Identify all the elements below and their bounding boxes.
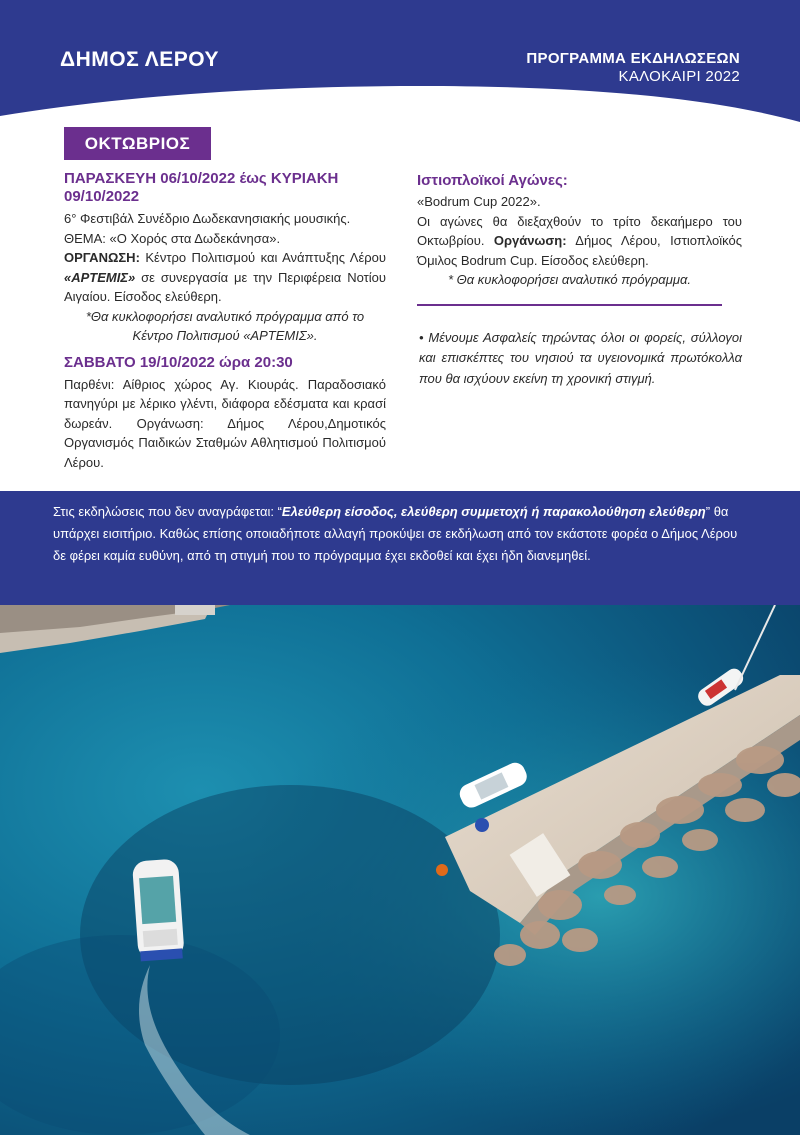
event-description [417, 212, 742, 271]
harbour-aerial-photo [0, 605, 800, 1135]
organizer-text: Κέντρο Πολιτισμού και Ανάπτυξης Λέρου [139, 250, 386, 265]
left-column [64, 170, 386, 472]
organizer-label: ΟΡΓΑΝΩΣΗ: [64, 250, 140, 265]
organizer-text-continued: σε συνεργασία με την Περιφέρεια Νοτίου Αιγαίου. Είσοδος ελεύθερη. [64, 269, 386, 304]
event-text-continued: Δήμος Λέρου, Ιστιοπλοϊκός Όμιλος Bodrum Cup. Είσοδος ελεύθερη. [417, 233, 742, 268]
event-program-note: * Θα κυκλοφορήσει αναλυτικό πρόγραμμα. [448, 272, 691, 287]
page-header [0, 0, 800, 125]
harbour-illustration [0, 605, 800, 1135]
event-description: 6° Φεστιβάλ Συνέδριο Δωδεκανησιακής μουσικής. [64, 211, 351, 226]
right-column [417, 172, 742, 389]
disclaimer-text-continued: ” θα υπάρχει εισιτήριο. Καθώς επίσης οποιαδήποτε αλλαγή προκύψει σε εκδήλωση από τον εκάστοτε φορέα ο Δήμος Λέρου δε φέρει καμία ευθύνη, από τη στιγμή που το πρόγραμμα έχει εκδοθεί και έχει ήδη διανεμηθεί. [53, 504, 738, 563]
event-text: Οι αγώνες θα διεξαχθούν το τρίτο δεκαήμερο του Οκτωβρίου. [417, 213, 742, 248]
month-badge: ΟΚΤΩΒΡΙΟΣ [64, 127, 211, 160]
program-title: ΠΡΟΓΡΑΜΜΑ ΕΚΔΗΛΩΣΕΩΝ [526, 50, 740, 67]
divider [417, 304, 722, 306]
season-label: ΚΑΛΟΚΑΙΡΙ 2022 [618, 68, 740, 85]
event-name: «Bodrum Cup 2022». [417, 194, 541, 209]
event-theme: ΘΕΜΑ: «Ο Χορός στα Δωδεκάνησα». [64, 230, 281, 246]
event-description: Παρθένι: Αίθριος χώρος Αγ. Κιουράς. Παραδοσιακό πανηγύρι με λέρικο γλέντι, διάφορα εδέσματα και κρασί δωρεάν. Οργάνωση: Δήμος Λέρου,Δημοτικός Οργανισμός Παιδικών Σταθμών Αθλητισμού Πολιτισμού Λέρου. [64, 376, 386, 470]
event-title: Ιστιοπλοϊκοί Αγώνες: [417, 172, 568, 189]
safety-note: • Μένουμε Ασφαλείς τηρώντας όλοι οι φορείς, σύλλογοι και επισκέπτες του νησιού τα υγειονομικά πρωτόκολλα που θα ισχύουν εκείνη τη χρονική στιγμή. [419, 329, 742, 386]
disclaimer-text: Στις εκδηλώσεις που δεν αναγράφεται: “ [53, 504, 282, 519]
organizer-name: «ΑΡΤΕΜΙΣ» [64, 269, 136, 285]
footer-disclaimer [53, 501, 745, 567]
municipality-title: ΔΗΜΟΣ ΛΕΡΟΥ [60, 48, 220, 71]
event-organizer [64, 248, 386, 307]
organizer-label: Οργάνωση: [493, 233, 567, 248]
disclaimer-emphasis: Ελεύθερη είσοδος, ελεύθερη συμμετοχή ή παρακολούθηση ελεύθερη [281, 504, 706, 519]
event-date-title: ΣΑΒΒΑΤΟ 19/10/2022 ώρα 20:30 [64, 353, 293, 371]
event-program-note: *Θα κυκλοφορήσει αναλυτικό πρόγραμμα από το Κέντρο Πολιτισμού «ΑΡΤΕΜΙΣ». [85, 308, 365, 343]
event-date-title: ΠΑΡΑΣΚΕΥΗ 06/10/2022 έως ΚΥΡΙΑΚΗ 09/10/2022 [64, 170, 339, 205]
